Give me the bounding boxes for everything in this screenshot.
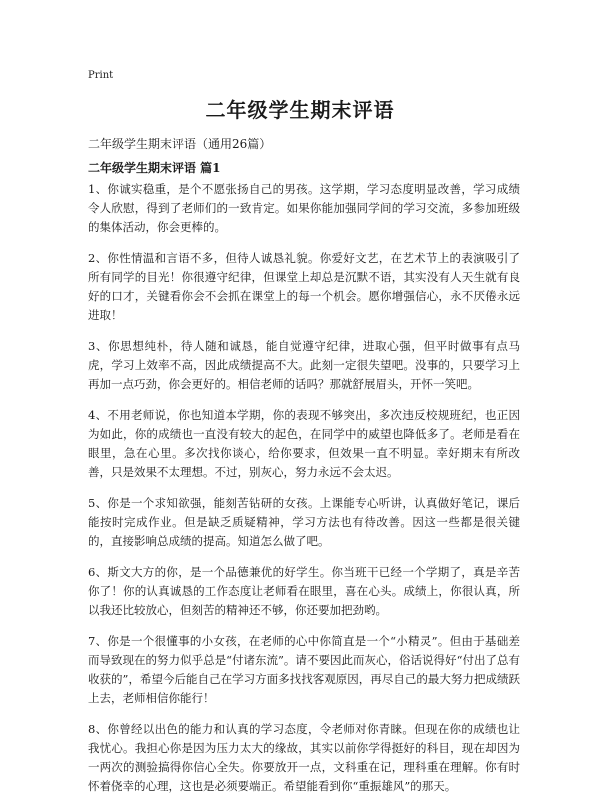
document-subtitle: 二年级学生期末评语（通用26篇） (88, 137, 272, 151)
paragraph-4: 4、不用老师说，你也知道本学期，你的表现不够突出，多次违反校规班纪，也正因为如此，你的成绩也一直没有较大的起色，在同学中的威望也降低多了。老师是看在眼里，急在心里。多次找你谈心，给你要求，但效果一直不明显。幸好期末有所改善，只是效果不太理想。不过，别灰心，努力永远不会太迟。 (88, 408, 520, 479)
paragraph-1: 1、你诚实稳重，是个不愿张扬自己的男孩。这学期，学习态度明显改善，学习成绩令人欣慰，得到了老师们的一致肯定。如果你能加强同学间的学习交流，多参加班级的集体活动，你会更棒的。 (88, 182, 520, 234)
print-label: Print (88, 70, 114, 81)
paragraph-6: 6、斯文大方的你，是一个品德兼优的好学生。你当班干已经一个学期了，真是辛苦你了！你的认真诚恳的工作态度让老师看在眼里，喜在心头。成绩上，你很认真，所以我还比较放心，但刻苦的精神还不够，你还要加把劲哟。 (88, 565, 520, 617)
paragraph-list (88, 180, 520, 808)
page-title: 二年级学生期末评语 (205, 98, 395, 122)
paragraph-3: 3、你思想纯朴，待人随和诚恳，能自觉遵守纪律，进取心强，但平时做事有点马虎，学习上效率不高，因此成绩提高不大。此刻一定很失望吧。没事的，只要学习上再加一点巧劲，你会更好的。相信老师的话吗？那就舒展眉头，开怀一笑吧。 (88, 339, 520, 391)
paragraph-2: 2、你性情温和言语不多，但待人诚恳礼貌。你爱好文艺，在艺术节上的表演吸引了所有同学的目光！你很遵守纪律，但课堂上却总是沉默不语，其实没有人天生就有良好的口才，关键看你会不会抓在课堂上的每一个机会。愿你增强信心，永不厌倦永远进取！ (88, 251, 520, 322)
section-heading: 二年级学生期末评语 篇1 (88, 161, 221, 175)
paragraph-7: 7、你是一个很懂事的小女孩，在老师的心中你简直是一个“小精灵”。但由于基础差而导致现在的努力似乎总是“付诸东流”。请不要因此而灰心，俗话说得好“付出了总有收获的”，希望今后能自己在学习方面多找找客观原因，再尽自己的最大努力把成绩跃上去，老师相信你能行！ (88, 634, 520, 705)
paragraph-8: 8、你曾经以出色的能力和认真的学习态度，令老师对你青睐。但现在你的成绩也让我忧心。我担心你是因为压力太大的缘故，其实以前你学得挺好的科目，现在却因为一两次的测验搞得你信心全失。你要放开一点，文科重在记，理科重在理解。你有时怀着侥幸的心理，这也是必须要端正。希望能看到你“重振雄风”的那天。 (88, 722, 520, 793)
paragraph-5: 5、你是一个求知欲强，能刻苦钻研的女孩。上课能专心听讲，认真做好笔记，课后能按时完成作业。但是缺乏质疑精神，学习方法也有待改善。因这一些都是很关键的，直接影响总成绩的提高。知道怎么做了吧。 (88, 496, 520, 548)
